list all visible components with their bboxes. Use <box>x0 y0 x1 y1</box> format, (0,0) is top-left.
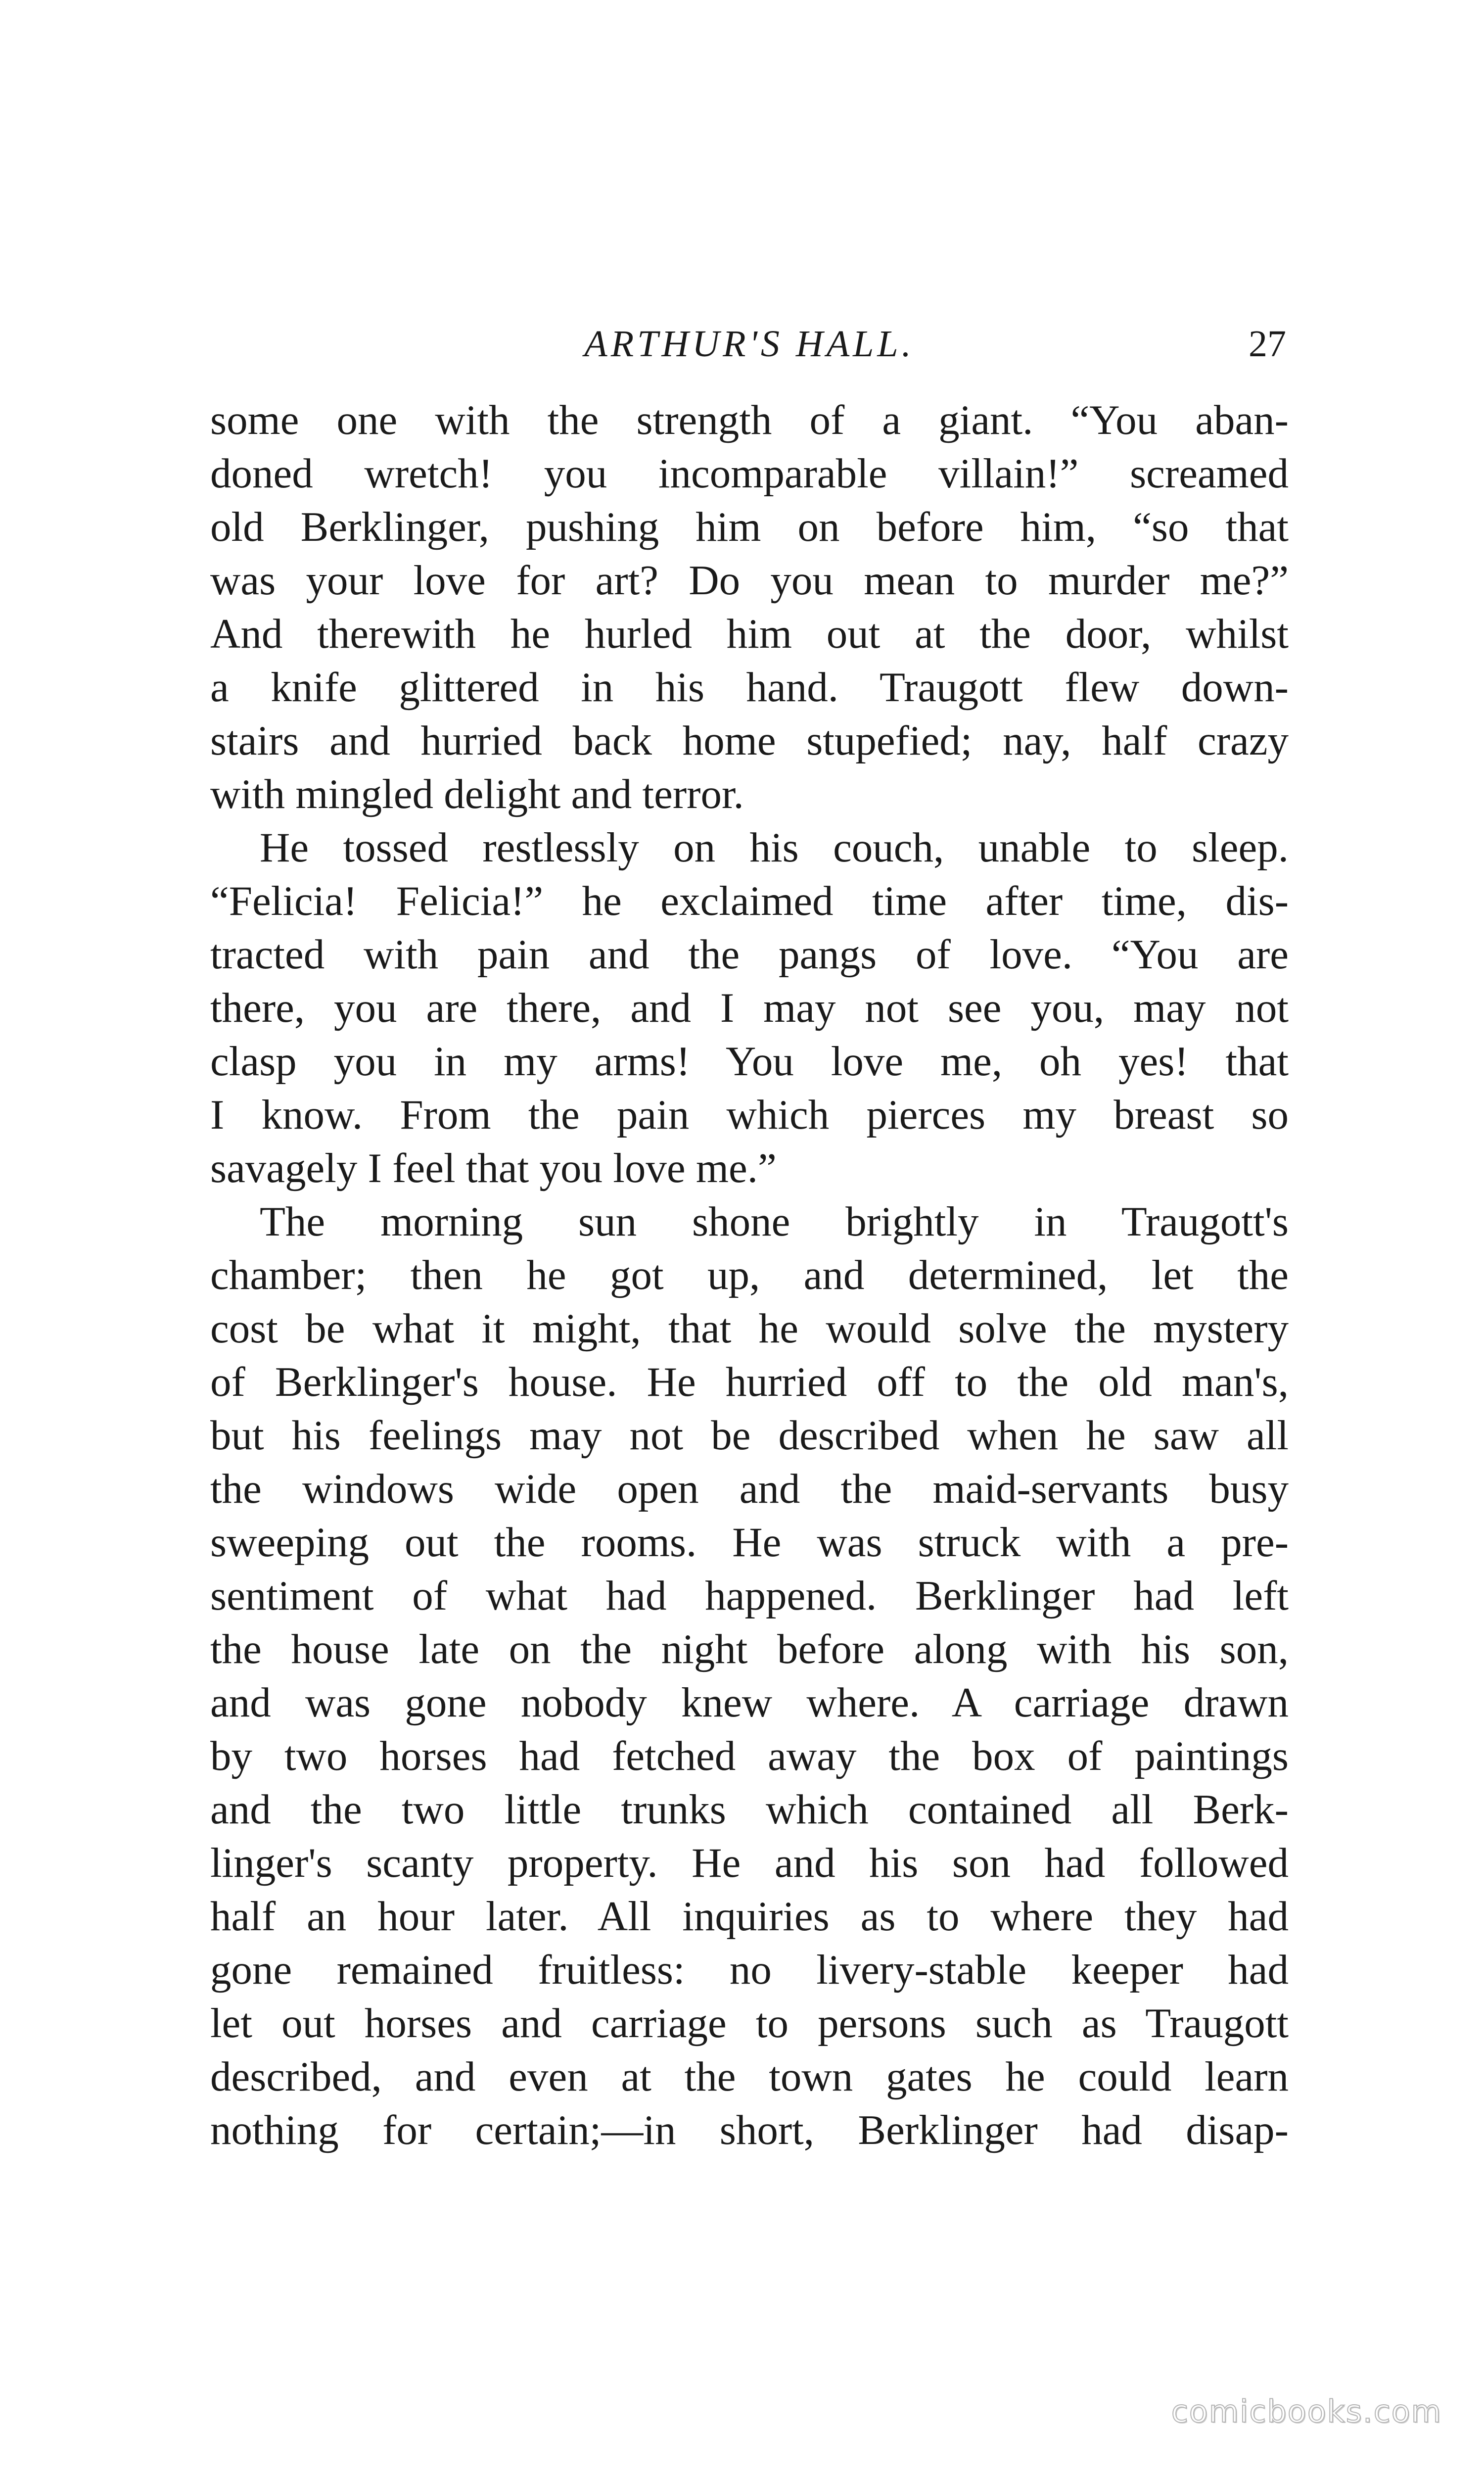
text-line: doned wretch! you incomparable villain!” screamed <box>210 450 1289 497</box>
text-line: And therewith he hurled him out at the door, whilst <box>210 611 1289 657</box>
page-number: 27 <box>1249 323 1286 365</box>
text-line: a knife glittered in his hand. Traugott flew down- <box>210 664 1289 711</box>
text-line: clasp you in my arms! You love me, oh yes! that <box>210 1038 1289 1085</box>
text-line: let out horses and carriage to persons such as Traugott <box>210 2000 1289 2046</box>
text-line: described, and even at the town gates he could learn <box>210 2053 1289 2100</box>
text-line: some one with the strength of a giant. “You aban- <box>210 397 1289 443</box>
text-line: half an hour later. All inquiries as to where they had <box>210 1893 1289 1940</box>
text-line: “Felicia! Felicia!” he exclaimed time after time, dis- <box>210 878 1289 924</box>
text-line: I know. From the pain which pierces my breast so <box>210 1092 1289 1138</box>
text-line: stairs and hurried back home stupefied; nay, half crazy <box>210 717 1289 764</box>
text-line: cost be what it might, that he would solve the mystery <box>210 1305 1289 1352</box>
page-header <box>213 322 1286 366</box>
text-line: but his feelings may not be described when he saw all <box>210 1412 1289 1459</box>
text-line: was your love for art? Do you mean to murder me?” <box>210 557 1289 604</box>
text-line: nothing for certain;—in short, Berklinger had disap- <box>210 2107 1289 2153</box>
text-line: gone remained fruitless: no livery-stable keeper had <box>210 1947 1289 1993</box>
text-line: sentiment of what had happened. Berklinger had left <box>210 1572 1289 1619</box>
text-line: old Berklinger, pushing him on before him, “so that <box>210 504 1289 550</box>
text-line: the windows wide open and the maid-servants busy <box>210 1466 1289 1512</box>
text-line: by two horses had fetched away the box of paintings <box>210 1733 1289 1779</box>
text-line: The morning sun shone brightly in Traugott's <box>260 1198 1289 1245</box>
body-text <box>210 393 1289 2157</box>
text-line: with mingled delight and terror. <box>210 771 744 817</box>
running-head: ARTHUR'S HALL. <box>584 323 915 365</box>
text-line: savagely I feel that you love me.” <box>210 1145 777 1191</box>
text-line: the house late on the night before along with his son, <box>210 1626 1289 1672</box>
text-line: chamber; then he got up, and determined, let the <box>210 1252 1289 1298</box>
text-line: and the two little trunks which contained all Berk- <box>210 1786 1289 1833</box>
text-line: He tossed restlessly on his couch, unable to sleep. <box>260 824 1289 871</box>
watermark: comicbooks.com <box>1171 2393 1442 2429</box>
text-line: tracted with pain and the pangs of love. “You are <box>210 931 1289 978</box>
text-line: linger's scanty property. He and his son had followed <box>210 1840 1289 1886</box>
text-line: and was gone nobody knew where. A carriage drawn <box>210 1679 1289 1726</box>
text-line: sweeping out the rooms. He was struck with a pre- <box>210 1519 1289 1566</box>
text-line: of Berklinger's house. He hurried off to the old man's, <box>210 1359 1289 1405</box>
text-line: there, you are there, and I may not see you, may not <box>210 985 1289 1031</box>
